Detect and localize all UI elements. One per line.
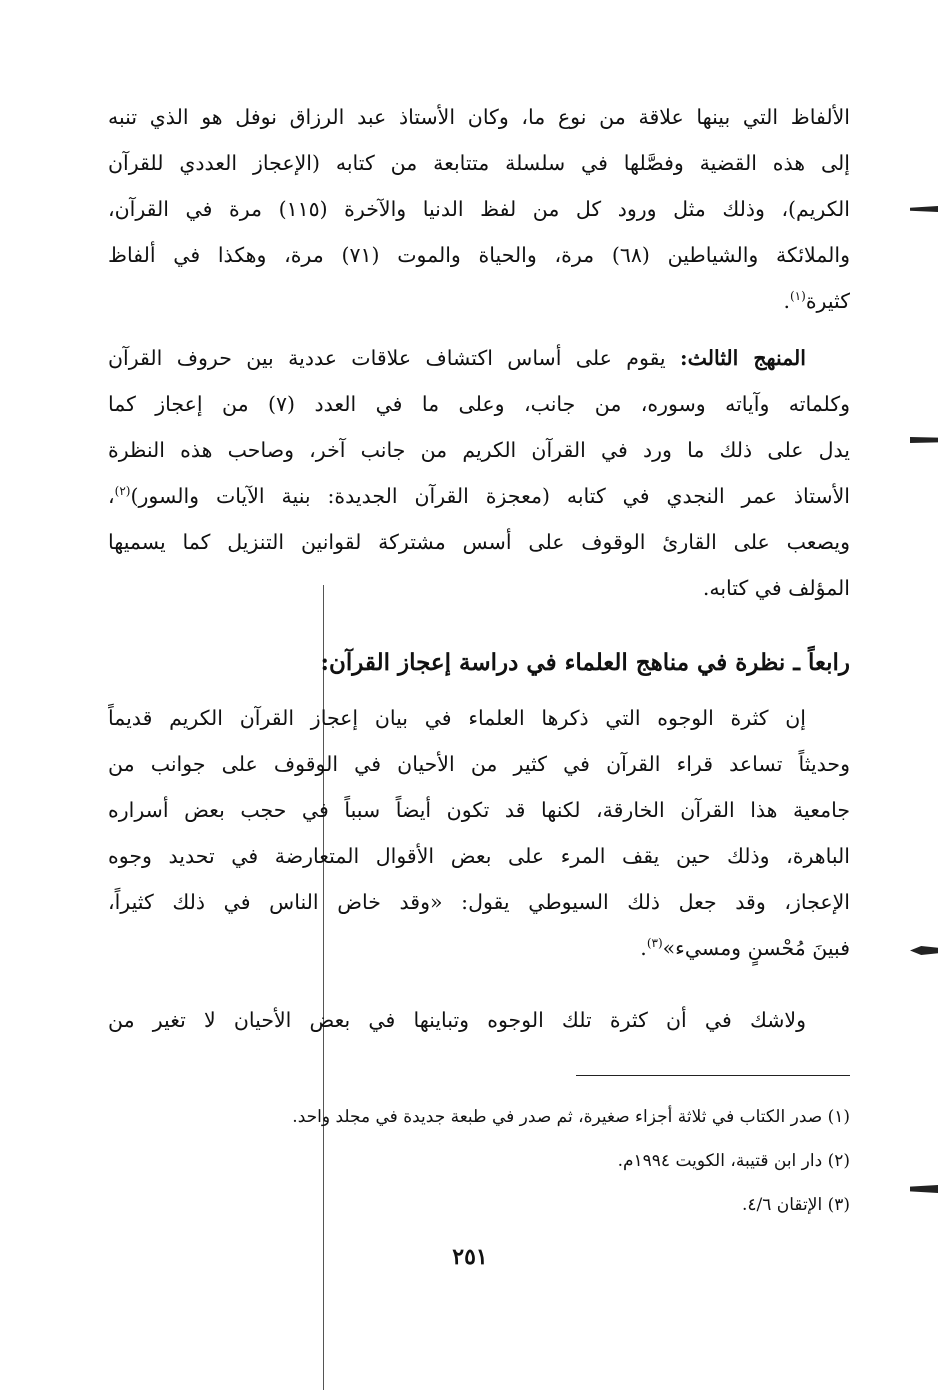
text-fragment: فبينَ مُحْسنٍ ومسيء»: [662, 936, 850, 960]
text-line: ولاشك في أن كثرة تلك الوجوه وتباينها في بعض الأحيان لا تغير من: [108, 1008, 806, 1032]
text-line: [108, 473, 850, 519]
text-line: إلى هذه القضية وفصَّلها في سلسلة متتابعة من كتابه (الإعجاز العددي للقرآن: [108, 151, 850, 175]
text-line: وحديثاً تساعد قراء القرآن في كثير من الأحيان في الوقوف على جوانب من: [108, 752, 850, 776]
text-line: والملائكة والشياطين (٦٨) مرة، والحياة والموت (٧١) مرة، وهكذا في ألفاظ: [108, 243, 850, 267]
footnote-ref-2[interactable]: (٢): [114, 484, 131, 499]
page-number: ٢٥١: [452, 1244, 488, 1270]
paragraph-2: [108, 335, 850, 611]
text-fragment: يقوم على أساس اكتشاف علاقات عددية بين حروف القرآن: [108, 346, 681, 370]
section-heading: رابعاً ـ نظرة في مناهج العلماء في دراسة إعجاز القرآن:: [320, 649, 850, 676]
text-fragment: الأستاذ عمر النجدي في كتابه (معجزة القرآن الجديدة: بنية الآيات والسور): [130, 484, 850, 508]
text-fragment: كثيرة: [805, 289, 850, 313]
footnote-ref-3[interactable]: (٣): [646, 936, 663, 951]
paragraph-4: [108, 997, 850, 1043]
text-fragment: ،: [108, 484, 115, 508]
footnotes: [108, 1095, 850, 1227]
footnote-1: (١) صدر الكتاب في ثلاثة أجزاء صغيرة، ثم صدر في طبعة جديدة في مجلد واحد.: [292, 1107, 850, 1127]
method-label: المنهج الثالث:: [680, 346, 806, 370]
text-fragment: .: [640, 936, 647, 960]
text-line: إن كثرة الوجوه التي ذكرها العلماء في بيان إعجاز القرآن الكريم قديماً: [108, 706, 806, 730]
footnote-3: (٣) الإتقان ٤/٦.: [741, 1195, 850, 1215]
text-line: [108, 335, 850, 381]
paragraph-1: [108, 94, 850, 324]
text-line: وكلماته وآياته وسوره، من جانب، وعلى ما في العدد (٧) من إعجاز كما: [108, 392, 850, 416]
margin-mark: [910, 946, 938, 955]
text-line: الكريم)، وذلك مثل ورود كل من لفظ الدنيا والآخرة (١١٥) مرة في القرآن،: [108, 197, 850, 221]
text-line: الإعجاز، وقد جعل ذلك السيوطي يقول: «وقد خاض الناس في ذلك كثيراً،: [108, 890, 850, 914]
text-line: [108, 278, 850, 324]
text-line: [108, 925, 850, 971]
footnote-separator: [576, 1075, 850, 1076]
text-line: جامعية هذا القرآن الخارقة، لكنها قد تكون أيضاً سبباً في حجب بعض أسراره: [108, 798, 850, 822]
text-line: يدل على ذلك ما ورد في القرآن الكريم من جانب آخر، وصاحب هذه النظرة: [108, 438, 850, 462]
text-line: ويصعب على القارئ الوقوف على أسس مشتركة لقوانين التنزيل كما يسميها: [108, 530, 850, 554]
margin-mark: [910, 437, 938, 443]
text-line: الباهرة، وذلك حين يقف المرء على بعض الأقوال المتعارضة في تحديد وجوه: [108, 844, 850, 868]
text-line: الألفاظ التي بينها علاقة من نوع ما، وكان الأستاذ عبد الرزاق نوفل هو الذي تنبه: [108, 105, 850, 129]
margin-mark: [910, 206, 938, 212]
text-fragment: .: [783, 289, 790, 313]
footnote-2: (٢) دار ابن قتيبة، الكويت ١٩٩٤م.: [617, 1151, 850, 1171]
paragraph-3: [108, 695, 850, 971]
margin-mark: [910, 1185, 938, 1193]
text-line: المؤلف في كتابه.: [702, 576, 850, 600]
footnote-ref-1[interactable]: (١): [789, 289, 806, 304]
